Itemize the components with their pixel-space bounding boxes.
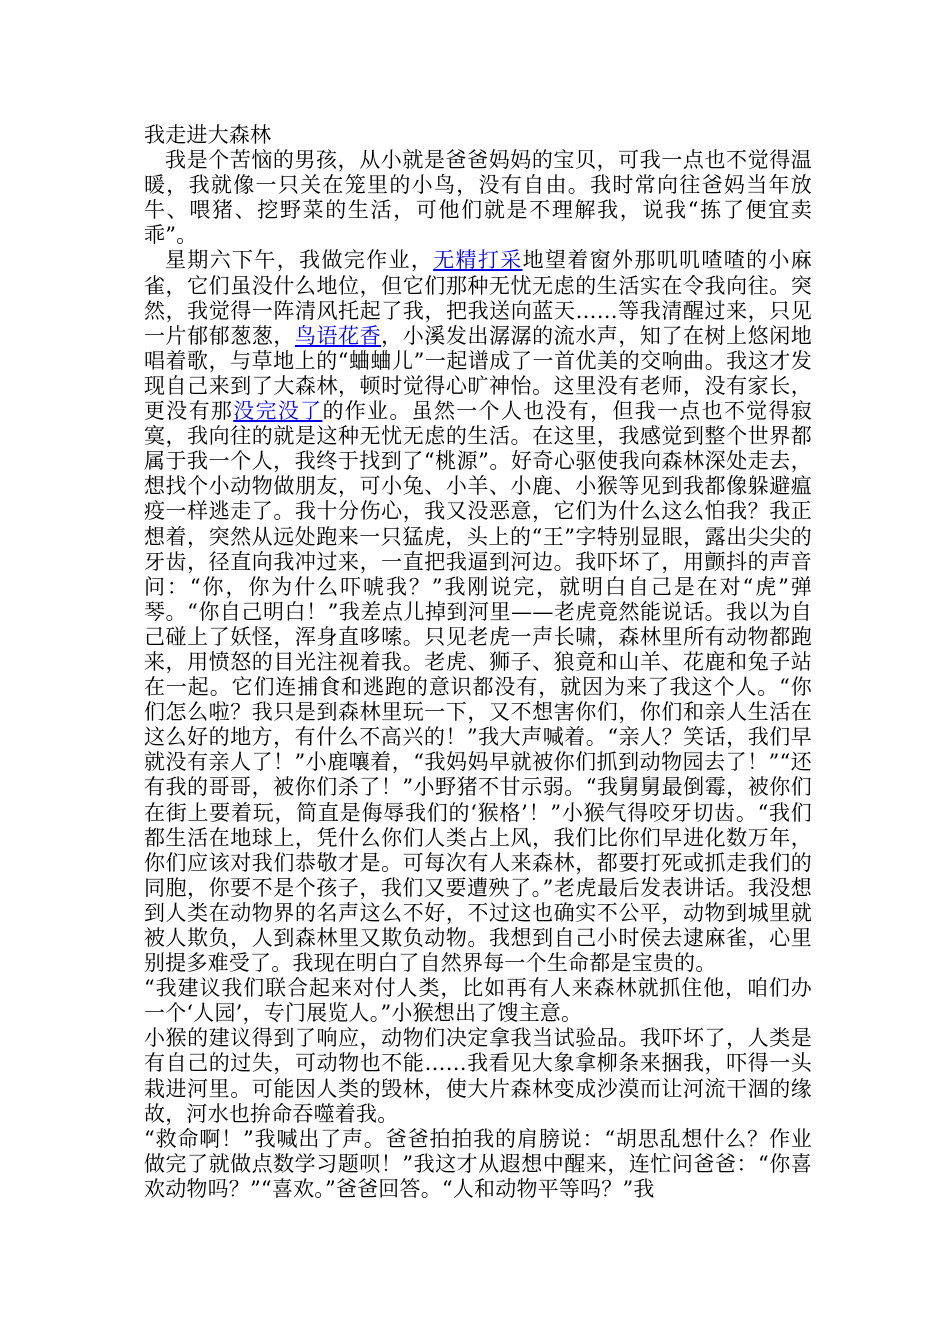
paragraph-2-text-1: 星期六下午，我做完作业， — [165, 248, 434, 273]
document-body — [144, 123, 812, 1202]
link-wujingdacai[interactable]: 无精打采 — [433, 248, 523, 273]
link-niaoyuhuaxiang[interactable]: 鸟语花香 — [294, 323, 382, 348]
paragraph-2-text-2: 地望着窗外那叽叽喳喳的小麻雀，它们虽没什么地位，但它们那种无忧无虑的生活实在令我向往。突然，我觉得一阵清风托起了我，把我送向蓝天……等我清醒过来，只见一片郁郁葱葱， — [144, 248, 812, 348]
paragraph-2-text-3: ，小溪发出潺潺的流水声，知了在树上悠闲地唱着歌，与草地上的“蛐蛐儿”一起谱成了一首优美的交响曲。我这才发现自己来到了大森林，顿时觉得心旷神怡。这里没有老师，没有家长，更没有那 — [144, 323, 812, 424]
document-title: 我走进大森林 — [144, 123, 272, 147]
paragraph-2 — [144, 248, 812, 976]
paragraph-2-text-4: 的作业。虽然一个人也没有，但我一点也不觉得寂寞，我向往的就是这种无忧无虑的生活。在这里，我感觉到整个世界都属于我一个人，我终于找到了“桃源”。好奇心驱使我向森林深处走去，想找个小动物做朋友，可小兔、小羊、小鹿、小猴等见到我都像躲避瘟疫一样逃走了。我十分伤心，我又没恶意，它们为什么这么怕我？我正想着，突然从远处跑来一只猛虎，头上的“王”字特别显眼，露出尖尖的牙齿，径直向我冲过来，一直把我逼到河边。我吓坏了，用颤抖的声音问：“你，你为什么吓唬我？”我刚说完，就明白自己是在对“虎”弹琴。“你自己明白！”我差点儿掉到河里——老虎竟然能说话。我以为自己碰上了妖怪，浑身直哆嗦。只见老虎一声长啸，森林里所有动物都跑来，用愤怒的目光注视着我。老虎、狮子、狼竟和山羊、花鹿和兔子站在一起。它们连捕食和逃跑的意识都没有，就因为来了我这个人。“你们怎么啦？我只是到森林里玩一下，又不想害你们，你们和亲人生活在这么好的地方，有什么不高兴的！”我大声喊着。“亲人？笑话，我们早就没有亲人了！”小鹿嚷着，“我妈妈早就被你们抓到动物园去了！”“还有我的哥哥，被你们杀了！”小野猪不甘示弱。“我舅舅最倒霉，被你们在街上要着玩，简直是侮辱我们的‘猴格’！”小猴气得咬牙切齿。“我们都生活在地球上，凭什么你们人类占上风，我们比你们早进化数万年，你们应该对我们恭敬才是。可每次有人来森林，都要打死或抓走我们的同胞，你要不是个孩子，我们又要遭殃了。”老虎最后发表讲话。我没想到人类在动物界的名声这么不好，不过这也确实不公平，动物到城里就被人欺负，人到森林里又欺负动物。我想到自己小时侯去逮麻雀，心里别提多难受了。我现在明白了自然界每一个生命都是宝贵的。 — [144, 399, 812, 976]
paragraph-3: “我建议我们联合起来对付人类，比如再有人来森林就抓住他，咱们办一个‘人园’，专门展览人。”小猴想出了馊主意。 — [144, 976, 812, 1026]
paragraph-1: 我是个苦恼的男孩，从小就是爸爸妈妈的宝贝，可我一点也不觉得温暖，我就像一只关在笼里的小鸟，没有自由。我时常向往爸妈当年放牛、喂猪、挖野菜的生活，可他们就是不理解我，说我“拣了便宜卖乖”。 — [144, 148, 812, 248]
paragraph-4: 小猴的建议得到了响应，动物们决定拿我当试验品。我吓坏了，人类是有自己的过失，可动物也不能……我看见大象拿柳条来捆我，吓得一头栽进河里。可能因人类的毁林，使大片森林变成沙漠而让河流干涸的缘故，河水也拚命吞噬着我。 — [144, 1026, 812, 1126]
link-meiwanmeiliao[interactable]: 没完没了 — [233, 399, 323, 424]
paragraph-5: “救命啊！”我喊出了声。爸爸拍拍我的肩膀说：“胡思乱想什么？作业做完了就做点数学习题呗！”我这才从遐想中醒来，连忙问爸爸：“你喜欢动物吗？”“喜欢。”爸爸回答。“人和动物平等吗？”我 — [144, 1126, 812, 1201]
